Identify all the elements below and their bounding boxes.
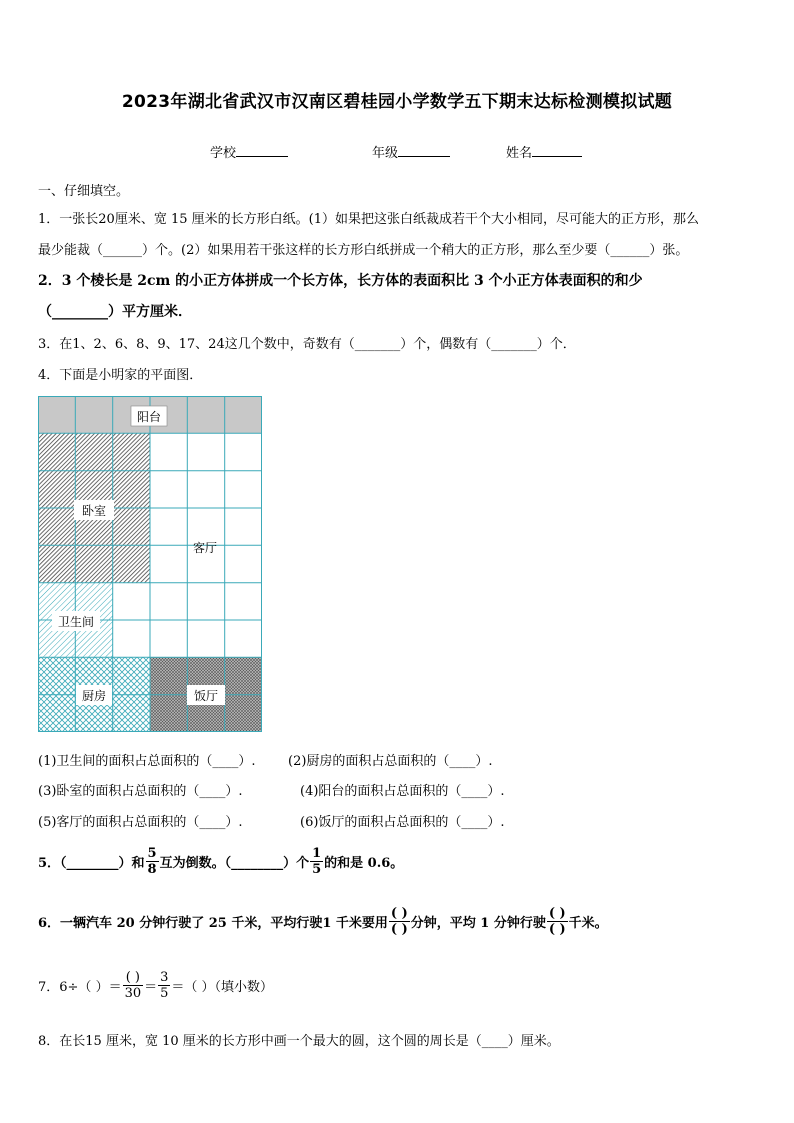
- kitchen-label: 厨房: [81, 689, 107, 703]
- bathroom-label: 卫生间: [57, 615, 95, 629]
- grade-blank[interactable]: [398, 144, 450, 157]
- question-6-part-a: 6．一辆汽车 20 分钟行驶了 25 千米，平均行驶1 千米要用: [38, 916, 388, 931]
- question-6-part-b: 分钟，平均 1 分钟行驶: [410, 916, 546, 931]
- question-4-sub-2: (2)厨房的面积占总面积的（____）.: [288, 754, 493, 769]
- question-7-part-a: 7．6÷（ ）＝: [38, 980, 122, 995]
- question-5-part-a: 5．（________）和: [38, 856, 145, 871]
- fraction-denominator: 8: [147, 862, 157, 877]
- question-4-sub-5: (5)客厅的面积占总面积的（____）.: [38, 815, 243, 830]
- question-5: [38, 846, 403, 877]
- fraction-numerator: 1: [312, 846, 322, 861]
- fraction-denominator: 5: [312, 862, 322, 877]
- question-5-part-b: 互为倒数。（________）个: [159, 856, 310, 871]
- living-room-label: 客厅: [192, 541, 218, 555]
- fraction-numerator: 3: [160, 970, 169, 985]
- blank-fraction-km[interactable]: [547, 906, 568, 937]
- question-7: [38, 970, 273, 1001]
- balcony-label: 阳台: [136, 410, 162, 424]
- school-blank[interactable]: [236, 144, 288, 157]
- grade-label: 年级: [372, 146, 399, 161]
- fraction-3-5: [158, 970, 170, 1001]
- school-field: [210, 142, 288, 161]
- question-7-part-b: ＝（ ）（填小数）: [171, 980, 274, 995]
- fraction-numerator-blank[interactable]: ( ): [548, 906, 566, 921]
- fraction-denominator: 30: [124, 986, 142, 1001]
- grade-field: [372, 142, 450, 161]
- fraction-1-5: [310, 846, 323, 877]
- equals-sign: ＝: [144, 980, 158, 995]
- question-4-sub-4: (4)阳台的面积占总面积的（____）.: [300, 784, 505, 799]
- name-field: [506, 142, 582, 161]
- fraction-denominator: 5: [160, 986, 169, 1001]
- question-6: [38, 906, 608, 937]
- question-4-intro: 4．下面是小明家的平面图．: [38, 368, 203, 383]
- question-3: 3．在1、2、6、8、9、17、24这几个数中，奇数有（_______）个，偶数有（_______）个．: [38, 337, 576, 352]
- fraction-numerator: 5: [147, 846, 157, 861]
- school-label: 学校: [210, 146, 237, 161]
- question-1-line-2: 最少能裁（______）个。(2）如果用若干张这样的长方形白纸拼成一个稍大的正方形，那么至少要（______）张。: [38, 243, 689, 258]
- fraction-blank-30[interactable]: [123, 970, 144, 1001]
- name-label: 姓名: [506, 146, 533, 161]
- fraction-numerator-blank[interactable]: ( ): [125, 970, 140, 985]
- fraction-5-8: [146, 846, 159, 877]
- question-5-part-c: 的和是 0.6。: [324, 856, 404, 871]
- question-4-sub-1: (1)卫生间的面积占总面积的（____）.: [38, 754, 256, 769]
- section-heading: 一、仔细填空。: [38, 184, 130, 199]
- question-2-line-2: （________）平方厘米．: [38, 304, 192, 320]
- name-blank[interactable]: [532, 144, 582, 157]
- question-2-line-1: 2．3 个棱长是 2cm 的小正方体拼成一个长方体，长方体的表面积比 3 个小正方体表面积的和少: [38, 273, 643, 289]
- dining-label: 饭厅: [193, 689, 219, 703]
- question-4-sub-6: (6)饭厅的面积占总面积的（____）.: [300, 815, 505, 830]
- question-6-part-c: 千米。: [568, 916, 608, 931]
- fraction-denominator-blank[interactable]: ( ): [390, 922, 408, 937]
- bedroom-label: 卧室: [81, 504, 107, 518]
- floor-plan: [38, 396, 262, 732]
- question-8: 8．在长15 厘米，宽 10 厘米的长方形中画一个最大的圆，这个圆的周长是（____）厘米。: [38, 1034, 560, 1049]
- question-1-line-1: 1．一张长20厘米、宽 15 厘米的长方形白纸。(1）如果把这张白纸裁成若干个大小相同，尽可能大的正方形，那么: [38, 212, 699, 227]
- fraction-denominator-blank[interactable]: ( ): [548, 922, 566, 937]
- page-title: 2023年湖北省武汉市汉南区碧桂园小学数学五下期末达标检测模拟试题: [121, 92, 673, 112]
- blank-fraction-minutes[interactable]: [389, 906, 410, 937]
- fraction-numerator-blank[interactable]: ( ): [390, 906, 408, 921]
- question-4-sub-3: (3)卧室的面积占总面积的（____）.: [38, 784, 243, 799]
